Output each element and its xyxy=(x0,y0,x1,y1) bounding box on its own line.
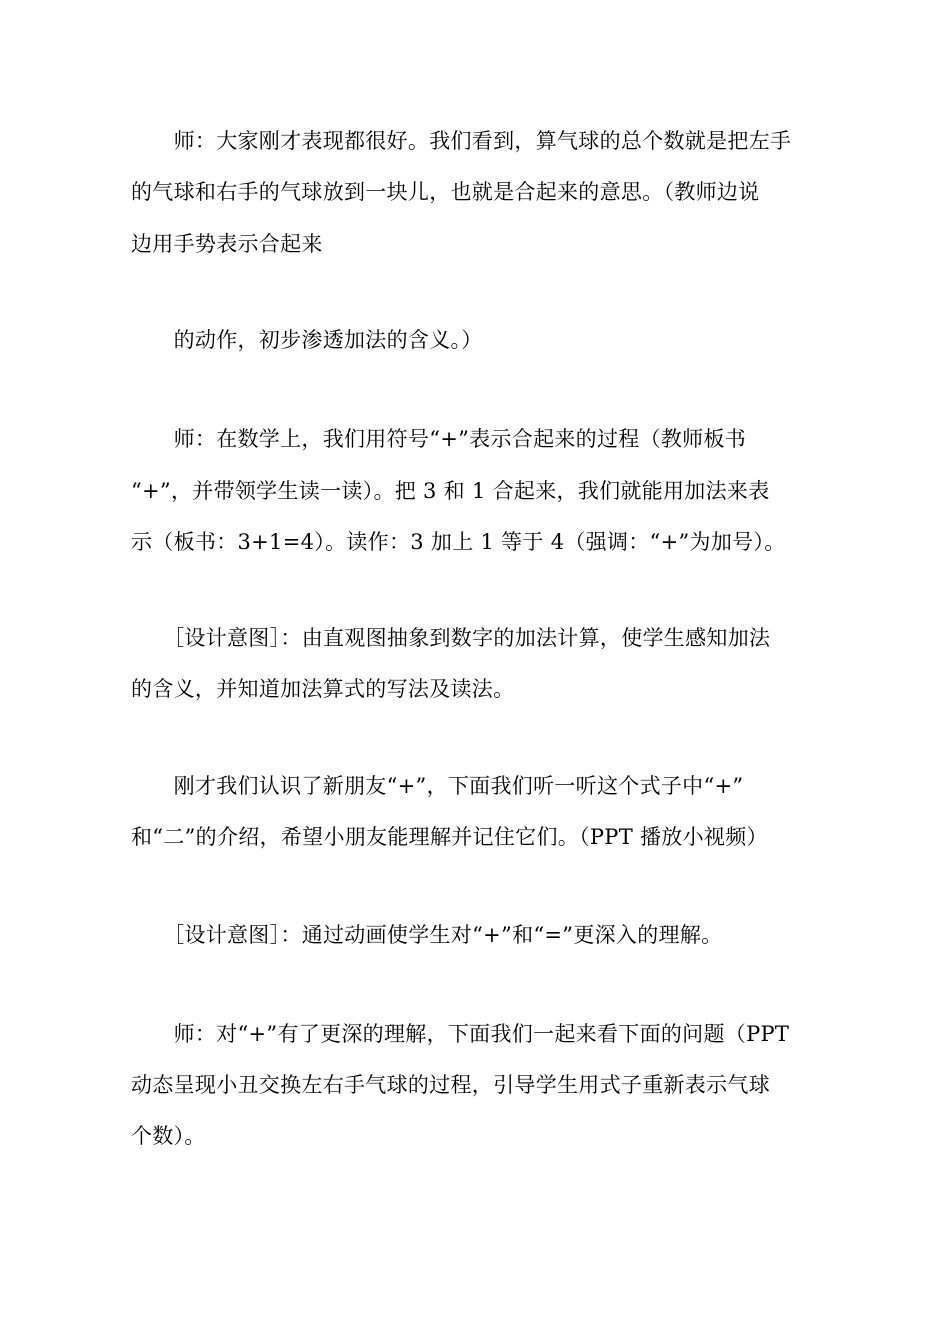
text-line: 师：大家刚才表现都很好。我们看到，算气球的总个数就是把左手 xyxy=(131,129,792,153)
text-line: 边用手势表示合起来 xyxy=(131,232,323,256)
text-line: 和“二”的介绍，希望小朋友能理解并记住它们。（PPT 播放小视频） xyxy=(131,825,768,849)
text-line: 动态呈现小丑交换左右手气球的过程，引导学生用式子重新表示气球 xyxy=(131,1073,770,1097)
text-line: 师：在数学上，我们用符号“+”表示合起来的过程（教师板书 xyxy=(131,427,747,451)
text-line: 的含义，并知道加法算式的写法及读法。 xyxy=(131,677,515,701)
text-line: 师：对“+”有了更深的理解，下面我们一起来看下面的问题（PPT xyxy=(131,1022,790,1046)
text-line: 示（板书：3+1=4）。读作：3 加上 1 等于 4（强调：“+”为加号）。 xyxy=(131,530,786,554)
text-line: 的气球和右手的气球放到一块儿，也就是合起来的意思。（教师边说 xyxy=(131,180,760,204)
text-line: ［设计意图］：由直观图抽象到数字的加法计算，使学生感知加法 xyxy=(131,626,771,650)
text-line: 个数）。 xyxy=(131,1124,206,1148)
text-line: “+”，并带领学生读一读）。把 3 和 1 合起来，我们就能用加法来表 xyxy=(131,479,770,503)
text-line: 刚才我们认识了新朋友“+”，下面我们听一听这个式子中“+” xyxy=(131,774,744,798)
text-line: ［设计意图］：通过动画使学生对“+”和“=”更深入的理解。 xyxy=(131,923,723,947)
text-line: 的动作，初步渗透加法的含义。） xyxy=(131,328,483,352)
